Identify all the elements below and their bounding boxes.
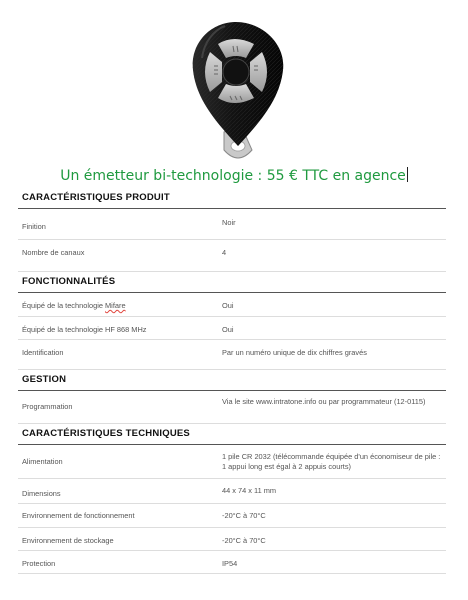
spec-row-hf-868 <box>18 317 446 340</box>
spec-value: 4 <box>222 248 227 257</box>
spec-row-mifare <box>18 293 446 317</box>
spec-value: -20°C à 70°C <box>222 511 266 520</box>
spec-row-environnement-stockage <box>18 528 446 551</box>
section-gestion <box>18 370 446 424</box>
spec-label: Dimensions <box>22 489 61 498</box>
spec-value: 44 x 74 x 11 mm <box>222 486 277 495</box>
price-headline: Un émetteur bi-technologie : 55 € TTC en agence <box>60 168 406 184</box>
spec-label: Finition <box>22 222 46 231</box>
section-caracteristiques-techniques <box>18 424 446 574</box>
spec-row-programmation <box>18 391 446 424</box>
spec-value: Via le site www.intratone.info ou par programmateur (12-0115) <box>222 397 426 406</box>
spec-row-finition <box>18 209 446 240</box>
spec-value: -20°C à 70°C <box>222 536 266 545</box>
spec-row-environnement-fonctionnement <box>18 504 446 528</box>
text-cursor <box>407 167 408 182</box>
section-caracteristiques-produit <box>18 188 446 272</box>
spec-row-dimensions <box>18 479 446 504</box>
spec-sheet <box>18 188 446 574</box>
spec-label: Programmation <box>22 402 73 411</box>
spec-label: Alimentation <box>22 457 63 466</box>
section-title: CARACTÉRISTIQUES TECHNIQUES <box>18 424 446 445</box>
section-fonctionnalites <box>18 272 446 370</box>
spec-row-alimentation <box>18 445 446 479</box>
spec-value: Oui <box>222 301 234 310</box>
spec-value: 1 pile CR 2032 (télécommande équipée d'un économiseur de pile : 1 appui long est égal à 2 appuis courts) <box>222 452 441 471</box>
remote-control-image <box>0 0 468 165</box>
spec-value: Noir <box>222 218 236 227</box>
spec-label: Nombre de canaux <box>22 248 85 257</box>
spelling-flagged-word: Mifare <box>105 301 126 310</box>
spec-value: Par un numéro unique de dix chiffres gravés <box>222 348 367 357</box>
spec-value: IP54 <box>222 559 238 568</box>
spec-label: Environnement de stockage <box>22 536 114 545</box>
spec-label: Protection <box>22 559 56 568</box>
spec-label: Équipé de la technologie Mifare <box>22 301 126 310</box>
spec-label: Équipé de la technologie HF 868 MHz <box>22 325 147 334</box>
section-title: CARACTÉRISTIQUES PRODUIT <box>18 188 446 209</box>
spec-value: Oui <box>222 325 234 334</box>
spec-row-protection <box>18 551 446 574</box>
spec-row-nombre-de-canaux <box>18 240 446 272</box>
section-title: GESTION <box>18 370 446 391</box>
section-title: FONCTIONNALITÉS <box>18 272 446 293</box>
spec-label: Environnement de fonctionnement <box>22 511 135 520</box>
spec-row-identification <box>18 340 446 370</box>
spec-label: Identification <box>22 348 64 357</box>
